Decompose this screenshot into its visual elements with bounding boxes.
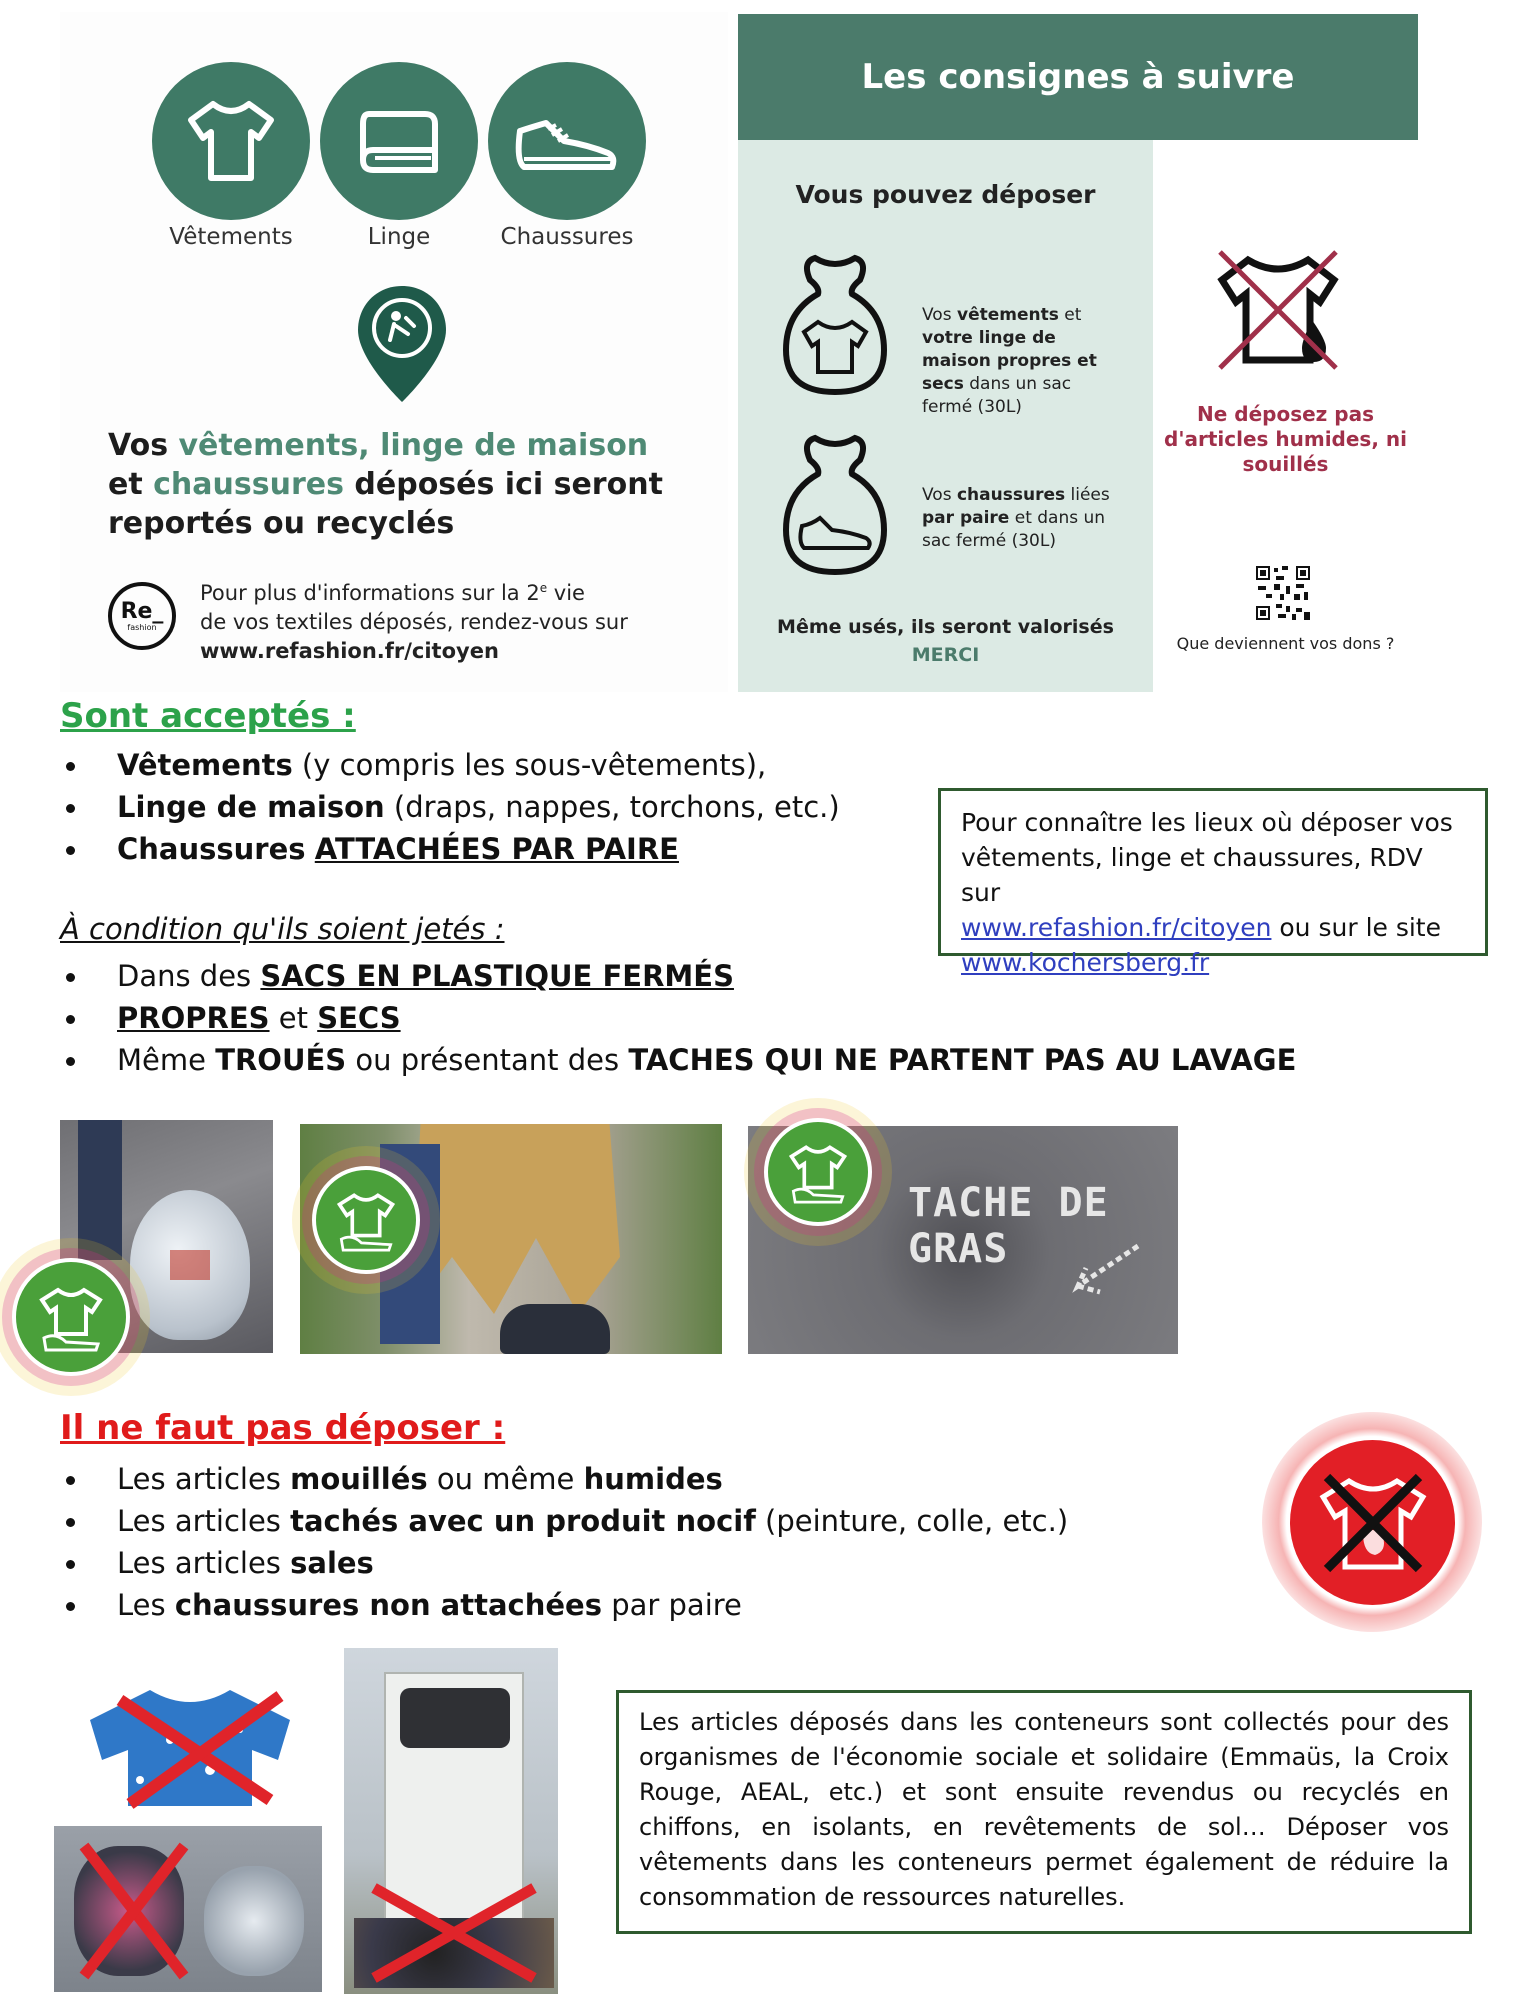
tshirt-circle [152, 62, 310, 220]
allowed-title: Vous pouvez déposer [795, 180, 1096, 209]
instructions-allowed-panel [738, 140, 1153, 692]
locations-info-box [938, 788, 1488, 977]
qr-code-icon[interactable] [1256, 566, 1310, 620]
tshirt-icon [183, 96, 279, 186]
clothes-shoes-icon [334, 1188, 398, 1252]
recycle-pin-icon [352, 282, 452, 407]
clothes-shoes-icon [36, 1282, 106, 1352]
red-cross-icon [74, 1836, 194, 1986]
list-item: Linge de maison (draps, nappes, torchons, etc.) [60, 786, 840, 828]
poster-url[interactable]: www.refashion.fr/citoyen [200, 639, 499, 663]
red-cross-icon [364, 1878, 544, 1988]
refashion-logo [108, 582, 176, 650]
folded-linen-icon [351, 96, 447, 186]
instructions-header: Les consignes à suivre [738, 14, 1418, 140]
list-item: Dans des SACS EN PLASTIQUE FERMÉS [60, 955, 1296, 997]
locations-info-text: Pour connaître les lieux où déposer vos vêtements, linge et chaussures, RDV sur www.refashion.fr/citoyen ou sur le site www.kochersberg.fr [961, 808, 1453, 977]
qr-caption: Que deviennent vos dons ? [1176, 634, 1395, 653]
accepted-title: Sont acceptés : [60, 696, 356, 736]
condition-heading: À condition qu'ils soient jetés : [60, 912, 505, 946]
shoe-circle [488, 62, 646, 220]
crossed-shirt-icon [80, 1680, 300, 1810]
collection-info-box [616, 1690, 1472, 1934]
kochersberg-link[interactable]: www.kochersberg.fr [961, 948, 1210, 977]
poster-info-text: Pour plus d'informations sur la 2e vie de vos textiles déposés, rendez-vous sur www.refashion.fr/citoyen [200, 574, 660, 666]
poster-instructions [738, 14, 1418, 692]
arrow-icon [1038, 1236, 1148, 1326]
list-item: Même TROUÉS ou présentant des TACHES QUI NE PARTENT PAS AU LAVAGE [60, 1039, 1296, 1081]
poster-headline: Vos vêtements, linge de maison et chaussures déposés ici seront reportés ou recyclés [108, 428, 663, 541]
list-item: Vêtements (y compris les sous-vêtements), [60, 744, 840, 786]
allowed-badge [312, 1166, 420, 1274]
category-label-shoes: Chaussures [500, 224, 634, 250]
merci-text: MERCI [911, 644, 980, 666]
allowed-footer: Même usés, ils seront valorisés [777, 616, 1114, 638]
photo-container-overflow [344, 1648, 558, 1994]
no-wet-items-icon [1208, 240, 1348, 380]
refashion-link[interactable]: www.refashion.fr/citoyen [961, 913, 1272, 942]
photo-wet-shirt [80, 1680, 300, 1810]
category-label-clothes: Vêtements [169, 224, 293, 250]
refused-list [60, 1458, 1068, 1626]
forbidden-badge [1290, 1440, 1455, 1605]
photo-open-bags [54, 1826, 322, 1992]
list-item: Les articles mouillés ou même humides [60, 1458, 1068, 1500]
collection-info-text: Les articles déposés dans les conteneurs sont collectés pour des organismes de l'économie sociale et solidaire (Emmaüs, la Croix Rouge, AEAL, etc.) et sont ensuite revendus ou recyclés en chiffons, en isolants, en revêtements de sol… Déposer vos vêtements dans les conteneurs permet également de réduire la consommation de ressources naturelles. [639, 1708, 1449, 1911]
logo-text: Re_ [120, 598, 164, 624]
bag-clothes-icon [780, 250, 890, 400]
refused-title: Il ne faut pas déposer : [60, 1408, 506, 1448]
logo-sub: fashion [127, 622, 157, 632]
accepted-list [60, 744, 840, 870]
allowed-badge [764, 1118, 872, 1226]
no-dirty-clothes-icon [1313, 1463, 1433, 1583]
sneaker-icon [512, 101, 622, 181]
clothes-shoes-icon [786, 1140, 850, 1204]
allowed-clothes-text: Vos vêtements et votre linge de maison propres et secs dans un sac fermé (30L) [922, 305, 1097, 417]
stain-caption: TACHE DE GRAS [908, 1180, 1109, 1272]
bag-shoes-icon [780, 430, 890, 580]
poster-collect-info [60, 12, 728, 692]
list-item: Les articles sales [60, 1542, 1068, 1584]
warning-text: Ne déposez pas d'articles humides, ni souillés [1164, 402, 1407, 476]
list-item: Chaussures ATTACHÉES PAR PAIRE [60, 828, 840, 870]
list-item: Les chaussures non attachées par paire [60, 1584, 1068, 1626]
list-item: Les articles tachés avec un produit nocif (peinture, colle, etc.) [60, 1500, 1068, 1542]
allowed-badge [12, 1258, 130, 1376]
allowed-shoes-text: Vos chaussures liées par paire et dans un sac fermé (30L) [922, 485, 1110, 551]
linen-circle [320, 62, 478, 220]
category-label-linen: Linge [367, 224, 431, 250]
list-item: PROPRES et SECS [60, 997, 1296, 1039]
